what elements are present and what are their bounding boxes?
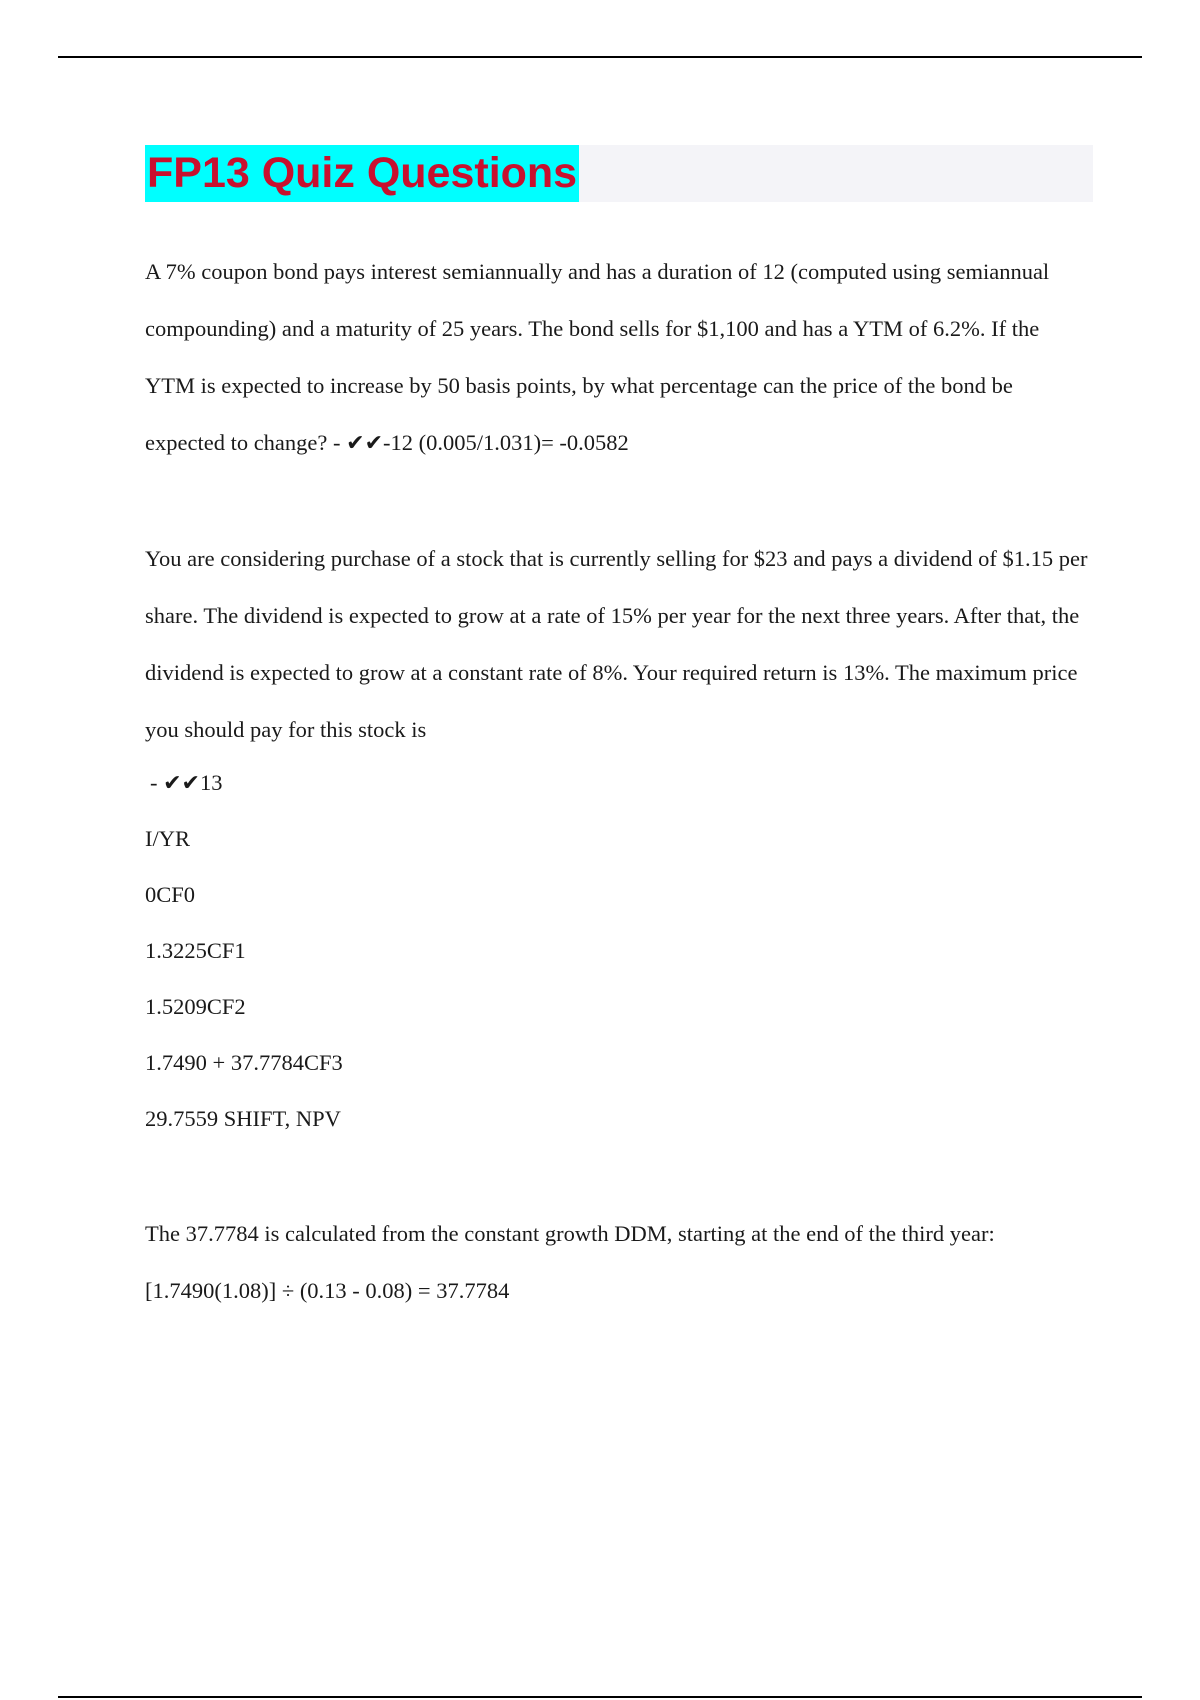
question-2-explanation: The 37.7784 is calculated from the constant growth DDM, starting at the end of the third year: [1.7490(1.08)] ÷ (0.13 - 0.08) = 37.7784 bbox=[145, 1221, 995, 1303]
check-mark-icon: ✔✔ bbox=[346, 431, 384, 456]
question-1-text: A 7% coupon bond pays interest semiannually and has a duration of 12 (computed using semiannual compounding) and a maturity of 25 years. The bond sells for $1,100 and has a YTM of 6.2%. If the YTM is expected to increase by 50 basis points, by what percentage can the price of the bond be expected to change? - bbox=[145, 259, 1050, 455]
answer-line: 0CF0 bbox=[145, 882, 196, 907]
answer-line bbox=[145, 755, 1090, 811]
answer-line: I/YR bbox=[145, 826, 190, 851]
check-mark-icon: ✔✔ bbox=[163, 771, 200, 796]
header-rule bbox=[58, 56, 1142, 58]
answer-line: 1.3225CF1 bbox=[145, 938, 246, 963]
answer-value: 13 bbox=[200, 770, 223, 795]
question-2-answer-steps bbox=[145, 755, 1090, 1147]
answer-line: 1.5209CF2 bbox=[145, 994, 246, 1019]
answer-line: 1.7490 + 37.7784CF3 bbox=[145, 1050, 343, 1075]
question-1-answer: -12 (0.005/1.031)= -0.0582 bbox=[383, 430, 629, 455]
question-2: You are considering purchase of a stock that is currently selling for $23 and pays a dividend of $1.15 per share. The dividend is expected to grow at a rate of 15% per year for the next three years. After that, the dividend is expected to grow at a constant rate of 8%. Your required return is 13%. The maximum price you should pay for this stock is bbox=[145, 546, 1088, 742]
answer-prefix: - bbox=[150, 770, 164, 795]
answer-line: 29.7559 SHIFT, NPV bbox=[145, 1106, 341, 1131]
question-1 bbox=[145, 243, 1090, 472]
document-title: FP13 Quiz Questions bbox=[145, 145, 579, 202]
footer-rule bbox=[58, 1696, 1142, 1698]
